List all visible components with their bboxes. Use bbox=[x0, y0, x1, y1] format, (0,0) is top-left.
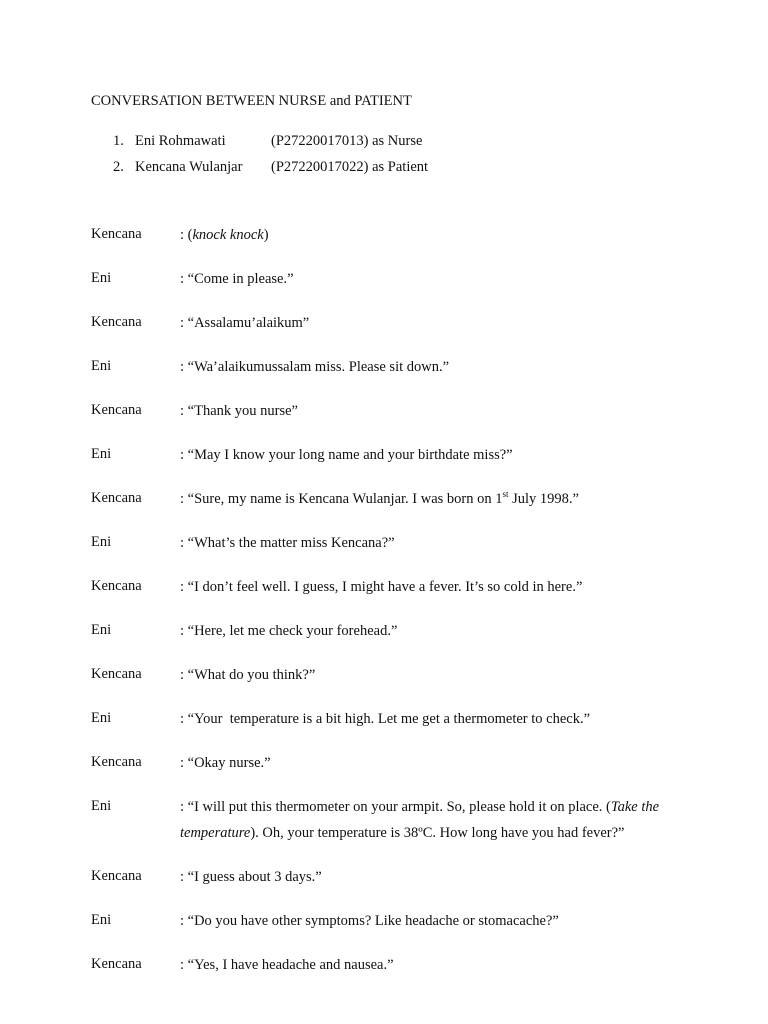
speech-text: : “I will put this thermometer on your armpit. So, please hold it on place. (Take the temperature). Oh, your temperature is 38ºC. How long have you had fever?” bbox=[180, 798, 660, 841]
member-number: 1. bbox=[113, 133, 124, 149]
speaker-name: Kencana bbox=[91, 402, 142, 418]
speaker-name: Kencana bbox=[91, 868, 142, 884]
speech-text: : “Assalamu’alaikum” bbox=[180, 314, 310, 331]
speech-text: : “Come in please.” bbox=[180, 270, 294, 287]
speaker-name: Kencana bbox=[91, 956, 142, 972]
dialogue-line bbox=[91, 534, 691, 556]
speech-text: : “Do you have other symptoms? Like headache or stomacache?” bbox=[180, 912, 559, 929]
dialogue-line bbox=[91, 490, 691, 512]
speaker-name: Eni bbox=[91, 798, 112, 814]
dialogue-line bbox=[91, 798, 691, 846]
dialogue-line bbox=[91, 446, 691, 468]
dialogue-line bbox=[91, 868, 691, 890]
dialogue-line bbox=[91, 578, 691, 600]
speech-text: : “What’s the matter miss Kencana?” bbox=[180, 534, 395, 551]
speech-text: : “Thank you nurse” bbox=[180, 402, 298, 419]
speaker-name: Kencana bbox=[91, 578, 142, 594]
speech-text: : “Wa’alaikumussalam miss. Please sit down.” bbox=[180, 358, 450, 375]
speech-text: : “Here, let me check your forehead.” bbox=[180, 622, 398, 639]
dialogue-line bbox=[91, 358, 691, 380]
speech-text: : “Your temperature is a bit high. Let me get a thermometer to check.” bbox=[180, 710, 591, 727]
speaker-name: Kencana bbox=[91, 226, 142, 242]
dialogue bbox=[91, 226, 691, 1000]
dialogue-line bbox=[91, 710, 691, 732]
member-number: 2. bbox=[113, 159, 124, 175]
dialogue-line bbox=[91, 666, 691, 688]
speaker-name: Kencana bbox=[91, 490, 142, 506]
speaker-name: Eni bbox=[91, 912, 112, 928]
dialogue-line bbox=[91, 912, 691, 934]
member-name: Kencana Wulanjar bbox=[135, 159, 243, 175]
speech-text: : “What do you think?” bbox=[180, 666, 316, 683]
member-name: Eni Rohmawati bbox=[135, 133, 226, 149]
dialogue-line bbox=[91, 622, 691, 644]
document-title: CONVERSATION BETWEEN NURSE and PATIENT bbox=[91, 93, 412, 109]
speaker-name: Eni bbox=[91, 622, 112, 638]
speech-text: : “May I know your long name and your birthdate miss?” bbox=[180, 446, 513, 463]
dialogue-line bbox=[91, 956, 691, 978]
member-item bbox=[113, 133, 428, 159]
speech-text: : “Yes, I have headache and nausea.” bbox=[180, 956, 394, 973]
speaker-name: Eni bbox=[91, 446, 112, 462]
member-item bbox=[113, 159, 428, 185]
speaker-name: Kencana bbox=[91, 666, 142, 682]
speaker-name: Eni bbox=[91, 534, 112, 550]
speaker-name: Eni bbox=[91, 710, 112, 726]
dialogue-line bbox=[91, 226, 691, 248]
speaker-name: Eni bbox=[91, 358, 112, 374]
dialogue-line bbox=[91, 402, 691, 424]
speaker-name: Kencana bbox=[91, 754, 142, 770]
dialogue-line bbox=[91, 314, 691, 336]
speech-text: : “Sure, my name is Kencana Wulanjar. I was born on 1st July 1998.” bbox=[180, 488, 579, 507]
speaker-name: Eni bbox=[91, 270, 112, 286]
speech-text: : “Okay nurse.” bbox=[180, 754, 271, 771]
member-info: (P27220017013) as Nurse bbox=[271, 133, 423, 149]
member-info: (P27220017022) as Patient bbox=[271, 159, 429, 175]
dialogue-line bbox=[91, 270, 691, 292]
speech-text: : “I guess about 3 days.” bbox=[180, 868, 322, 885]
speech-text: : (knock knock) bbox=[180, 226, 269, 243]
member-list bbox=[113, 133, 428, 185]
speech-text: : “I don’t feel well. I guess, I might have a fever. It’s so cold in here.” bbox=[180, 578, 583, 595]
speaker-name: Kencana bbox=[91, 314, 142, 330]
dialogue-line bbox=[91, 754, 691, 776]
